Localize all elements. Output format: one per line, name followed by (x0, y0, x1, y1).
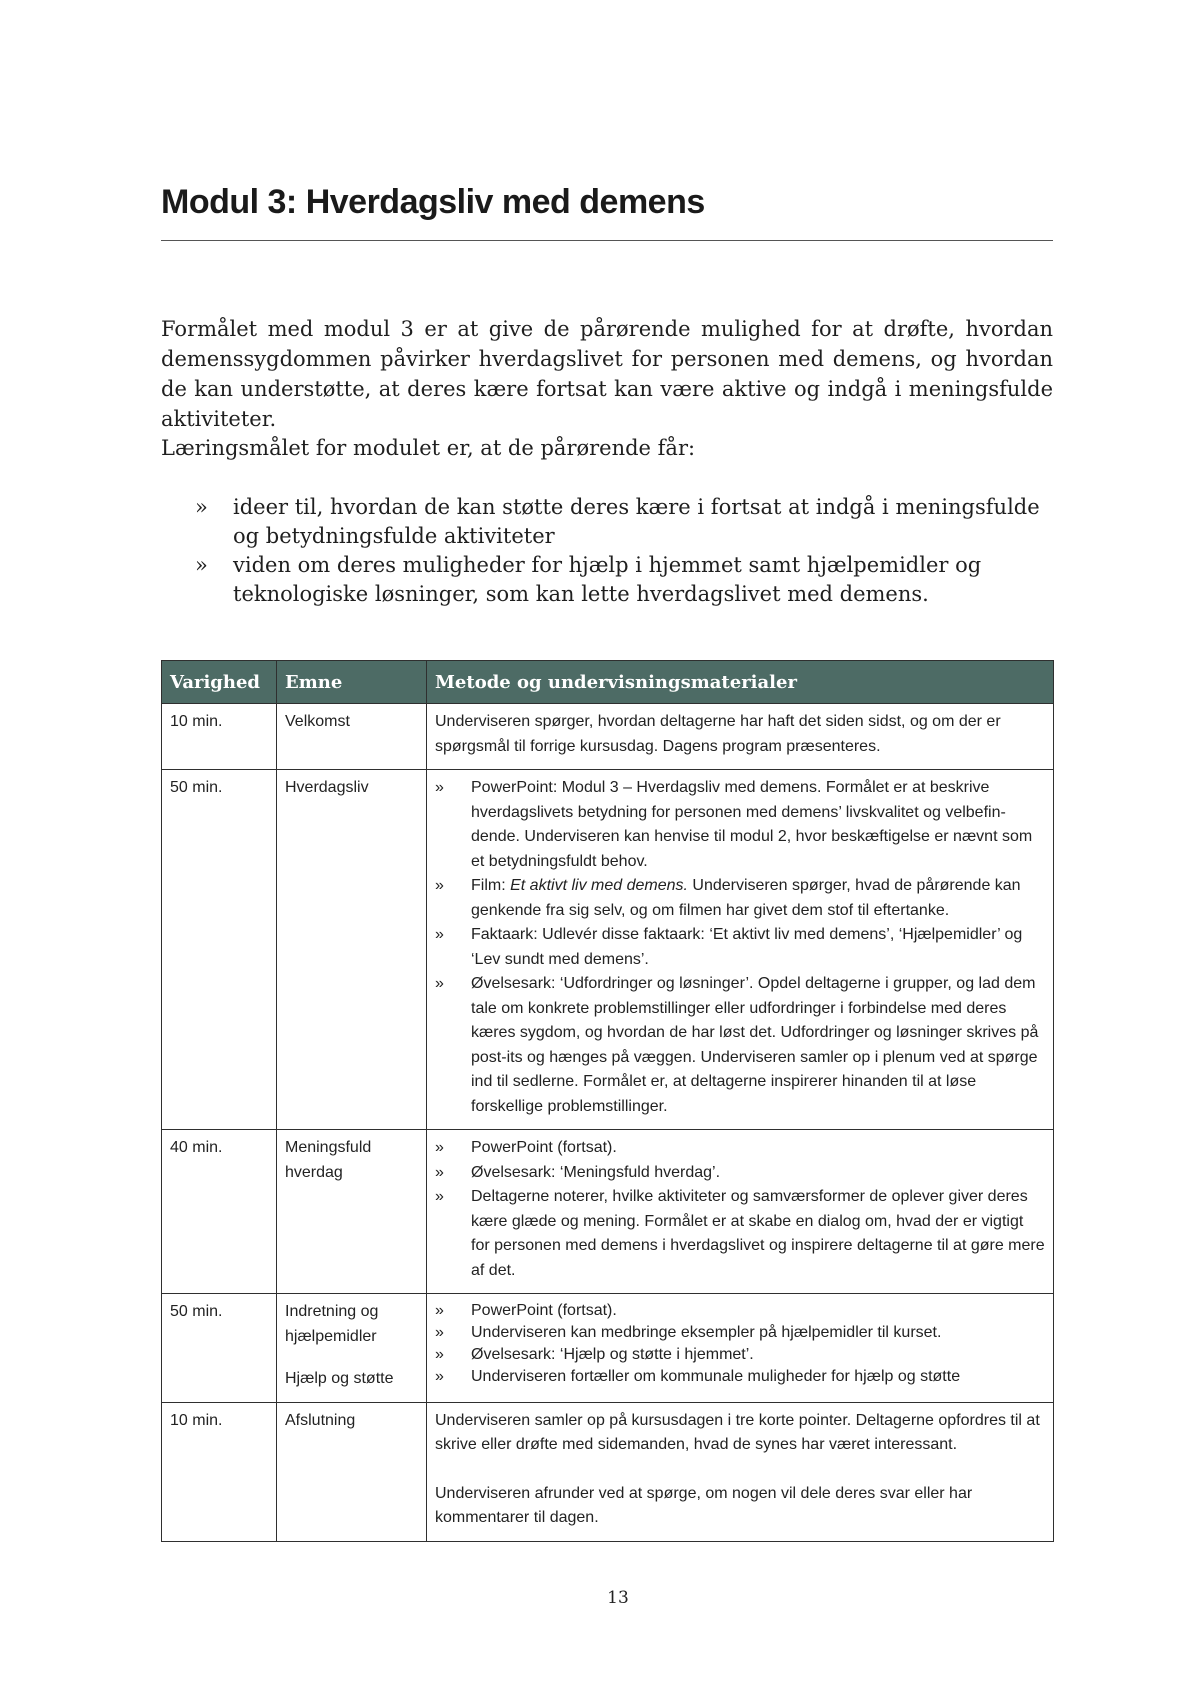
bullet-marker: » (435, 1163, 444, 1181)
column-header-method: Metode og undervisningsmaterialer (427, 661, 1054, 704)
column-header-topic: Emne (277, 661, 427, 704)
method-item-text: Deltagerne noterer, hvilke aktiviteter og samværsformer de oplever giver deres kære glæde og mening. Formålet er at skabe en dialog om, hvad der er vigtigt for personen med demens i hverdagslivet og inspirere deltagerne til at gøre mere af det. (471, 1188, 1045, 1279)
table-row (162, 1294, 1054, 1403)
method-item (435, 1366, 1045, 1388)
bullet-marker: » (435, 975, 444, 992)
learning-goals-intro: Læringsmålet for modulet er, at de pårørende får: (161, 436, 696, 460)
method-item-text: PowerPoint (fortsat). (471, 1302, 617, 1319)
topic-cell (277, 1294, 427, 1403)
topic-text-secondary: Hjælp og støtte (285, 1370, 394, 1387)
table-row (162, 1130, 1054, 1294)
duration-cell: 40 min. (162, 1130, 277, 1294)
bullet-marker: » (435, 1368, 444, 1385)
bullet-marker: » (435, 1346, 444, 1363)
method-item (435, 972, 1045, 1119)
method-item-text: Underviseren kan medbringe eksempler på hjælpemidler til kurset. (471, 1324, 942, 1341)
duration-cell: 50 min. (162, 1294, 277, 1403)
topic-cell: Velkomst (277, 704, 427, 770)
method-item-text: Underviseren spørger, hvad de pårørende kan genkende fra sig selv, og om filmen har givet dem stof til eftertanke. (471, 877, 1021, 919)
table-row (162, 770, 1054, 1130)
bullet-marker: » (435, 926, 444, 943)
method-item-text: PowerPoint: Modul 3 – Hverdagsliv med demens. Formålet er at beskrive hverdagslivets betydning for personen med demens’ livskvalitet og velbefindende. Underviseren kan henvise til modul 2, hvor beskæftigelse er nævnt som et betydningsfuldt behov. (471, 779, 1033, 870)
method-cell (427, 1130, 1054, 1294)
topic-text: Indretning og hjælpemidler (285, 1303, 379, 1345)
column-header-duration: Varighed (162, 661, 277, 704)
method-paragraph: Underviseren samler op på kursusdagen i tre korte pointer. Deltagerne opfordres til at skrive eller drøfte med sidemanden, hvad de synes har været interessant. (435, 1411, 1040, 1453)
topic-cell: Hverdagsliv (277, 770, 427, 1130)
method-item-text: PowerPoint (fortsat). (471, 1139, 617, 1156)
method-item (435, 1185, 1045, 1283)
method-item-text: Øvelsesark: ‘Udfordringer og løsninger’. Opdel deltagerne i grupper, og lad dem tale om konkrete problemstillinger eller udfordringer i forbindelse med deres kæres sygdom, og hvordan de har løst det. Udfordringer og løsninger skrives på post-its og hænges på væggen. Underviseren samler op i plenum ved at spørge ind til sedlerne. Formålet er, at deltagerne inspirerer hinanden til at løse forskellige problemstillinger. (471, 975, 1039, 1115)
page-title: Modul 3: Hverdagsliv med demens (161, 183, 705, 221)
method-cell: Underviseren spørger, hvordan deltagerne har haft det siden sidst, og om der er spørgsmål til forrige kursusdag. Dagens program præsenteres. (427, 704, 1054, 770)
topic-cell: Meningsfuld hverdag (277, 1130, 427, 1294)
method-item (435, 1161, 1045, 1186)
method-item (435, 874, 1045, 923)
method-item (435, 923, 1045, 972)
method-item (435, 1344, 1045, 1366)
method-item (435, 1300, 1045, 1322)
module-plan-table (161, 660, 1054, 1542)
method-item (435, 776, 1045, 874)
method-cell (427, 1402, 1054, 1541)
method-list (435, 1136, 1045, 1283)
duration-cell: 10 min. (162, 1402, 277, 1541)
intro-paragraph: Formålet med modul 3 er at give de pårørende mulighed for at drøfte, hvordan demenssygdommen påvirker hverdagslivet for personen med demens, og hvordan de kan understøtte, at deres kære fortsat kan være aktive og indgå i meningsfulde aktiviteter. (161, 317, 1053, 431)
duration-cell: 10 min. (162, 704, 277, 770)
page-number: 13 (607, 1588, 629, 1608)
method-list (435, 776, 1045, 1119)
bullet-marker: » (435, 877, 444, 894)
method-item-text: Øvelsesark: ‘Meningsfuld hverdag’. (471, 1163, 721, 1181)
learning-goals-list (161, 493, 1053, 609)
method-cell (427, 1294, 1054, 1403)
method-item-text: Underviseren fortæller om kommunale muligheder for hjælp og støtte (471, 1368, 961, 1385)
method-item (435, 1322, 1045, 1344)
method-list (435, 1300, 1045, 1388)
method-item-text: Øvelsesark: ‘Hjælp og støtte i hjemmet’. (471, 1346, 754, 1363)
learning-goal-text: ideer til, hvordan de kan støtte deres kære i fortsat at indgå i meningsfulde og betydningsfulde aktiviteter (233, 495, 1040, 548)
bullet-marker: » (435, 1139, 444, 1156)
bullet-marker: » (195, 495, 208, 519)
bullet-marker: » (435, 779, 444, 796)
bullet-marker: » (435, 1302, 444, 1319)
table-row (162, 1402, 1054, 1541)
film-title: Et aktivt liv med demens. (510, 877, 688, 894)
duration-cell: 50 min. (162, 770, 277, 1130)
method-item-text: Faktaark: Udlevér disse faktaark: ‘Et aktivt liv med demens’, ‘Hjælpemidler’ og ‘Lev sundt med demens’. (471, 926, 1023, 968)
table-row (162, 704, 1054, 770)
bullet-marker: » (435, 1188, 444, 1205)
topic-cell: Afslutning (277, 1402, 427, 1541)
table-header-row (162, 661, 1054, 704)
bullet-marker: » (435, 1324, 444, 1341)
method-item (435, 1136, 1045, 1161)
method-paragraph: Underviseren afrunder ved at spørge, om nogen vil dele deres svar eller har kommentarer til dagen. (435, 1484, 973, 1526)
method-cell (427, 770, 1054, 1130)
method-item-label: Film: (471, 877, 511, 894)
learning-goal-text: viden om deres muligheder for hjælp i hjemmet samt hjælpemidler og teknologiske løsninger, som kan lette hverdagslivet med demens. (233, 553, 982, 606)
title-divider (161, 240, 1053, 241)
learning-goal-item (161, 493, 1053, 551)
learning-goal-item (161, 551, 1053, 609)
bullet-marker: » (195, 553, 208, 577)
